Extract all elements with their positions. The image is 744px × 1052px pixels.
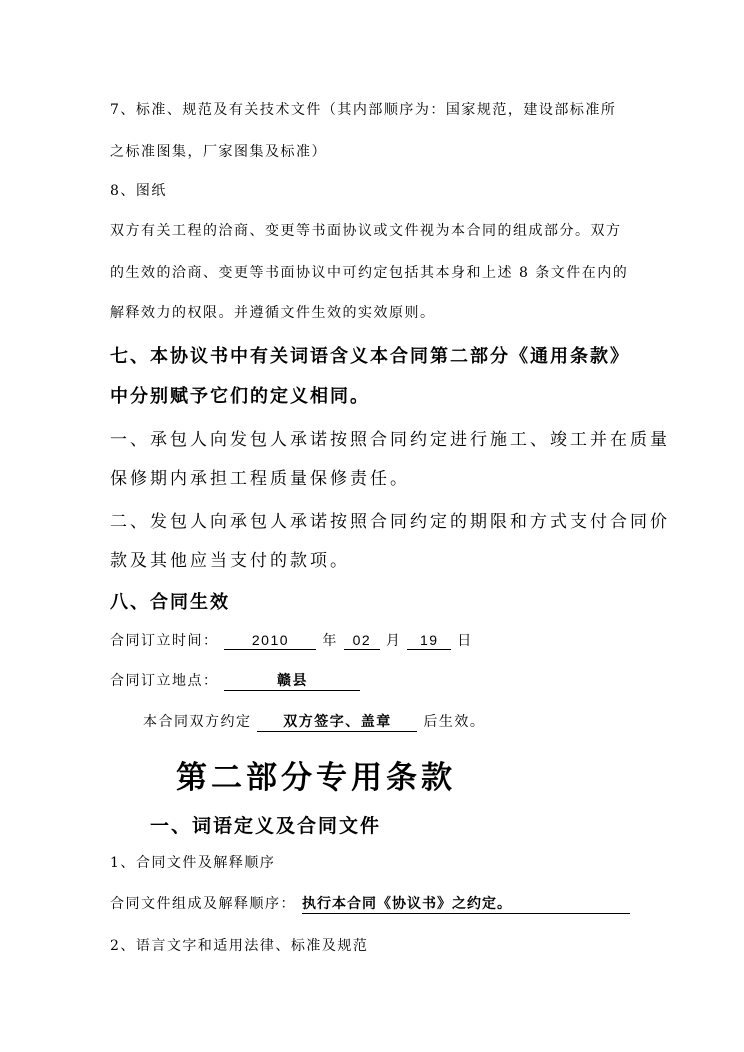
promise2-line2: 款及其他应当支付的款项。 bbox=[110, 551, 350, 571]
interpretation-order-row bbox=[110, 893, 630, 914]
paragraph-line2: 的生效的洽商、变更等书面协议中可约定包括其本身和上述 8 条文件在内的 bbox=[110, 265, 629, 281]
sign-day-unit: 日 bbox=[457, 633, 473, 649]
part2-item1: 1、合同文件及解释顺序 bbox=[110, 855, 276, 871]
item7-line1: 7、标准、规范及有关技术文件（其内部顺序为：国家规范，建设部标准所 bbox=[110, 102, 617, 118]
promise2-line1: 二、发包人向承包人承诺按照合同约定的期限和方式支付合同价 bbox=[110, 512, 670, 532]
promise1-line2: 保修期内承担工程质量保修责任。 bbox=[110, 469, 410, 489]
sign-date-row bbox=[110, 630, 473, 650]
interpretation-order-label: 合同文件组成及解释顺序： bbox=[110, 896, 296, 912]
item8-heading: 8、图纸 bbox=[110, 183, 167, 199]
sign-place-row bbox=[110, 670, 360, 691]
section8-heading: 八、合同生效 bbox=[110, 592, 230, 613]
paragraph-line3: 解释效力的权限。并遵循文件生效的实效原则。 bbox=[110, 305, 436, 321]
sign-place-label: 合同订立地点： bbox=[110, 673, 219, 689]
sign-year-unit: 年 bbox=[322, 633, 338, 649]
paragraph-line1: 双方有关工程的洽商、变更等书面协议或文件视为本合同的组成部分。双方 bbox=[110, 223, 622, 239]
sign-month-unit: 月 bbox=[385, 633, 402, 649]
sign-day-value: 19 bbox=[407, 631, 451, 650]
sign-place-value: 赣县 bbox=[224, 672, 360, 691]
effect-suffix: 后生效。 bbox=[423, 714, 486, 730]
effect-value: 双方签字、盖章 bbox=[257, 713, 417, 732]
sign-year-value: 2010 bbox=[224, 631, 316, 650]
part2-item2: 2、语言文字和适用法律、标准及规范 bbox=[110, 938, 369, 954]
item7-line2: 之标准图集，厂家图集及标准） bbox=[110, 144, 327, 160]
effect-prefix: 本合同双方约定 bbox=[143, 714, 252, 730]
part2-subtitle: 一、词语定义及合同文件 bbox=[150, 815, 382, 837]
sign-month-value: 02 bbox=[344, 631, 380, 650]
promise1-line1: 一、承包人向发包人承诺按照合同约定进行施工、竣工并在质量 bbox=[110, 430, 670, 450]
section7-line1: 七、本协议书中有关词语含义本合同第二部分《通用条款》 bbox=[110, 346, 630, 367]
section7-line2: 中分别赋予它们的定义相同。 bbox=[110, 386, 370, 407]
sign-date-label: 合同订立时间： bbox=[110, 633, 219, 649]
interpretation-order-value: 执行本合同《协议书》之约定。 bbox=[302, 895, 630, 914]
effect-row bbox=[143, 711, 485, 732]
part2-title: 第二部分专用条款 bbox=[176, 760, 456, 796]
